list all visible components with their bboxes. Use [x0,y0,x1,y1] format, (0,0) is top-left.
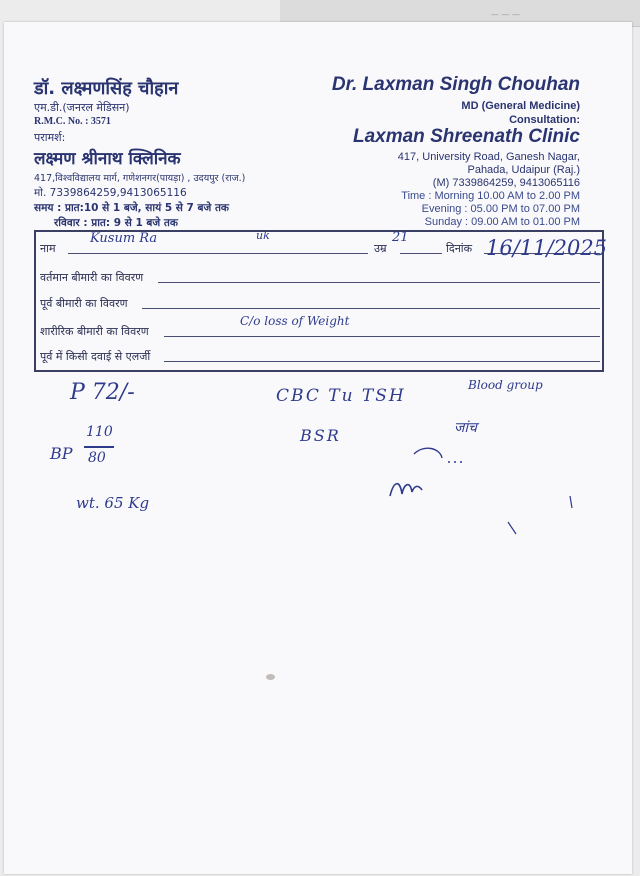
address-english-line2: Pahada, Udaipur (Raj.) [467,164,580,176]
current-illness-label: वर्तमान बीमारी का विवरण [40,271,144,284]
bp-systolic: 110 [86,424,113,440]
doctor-name-hindi: डॉ. लक्ष्मणसिंह चौहान [34,78,179,99]
handwritten-name-extra: uk [256,229,270,242]
tests-extra: Blood group [468,378,543,392]
physical-illness-label: शारीरिक बीमारी का विवरण [40,325,149,338]
name-label: नाम [40,242,56,255]
mobile-english: (M) 7339864259, 9413065116 [432,177,580,189]
address-english-line1: 417, University Road, Ganesh Nagar, [397,151,580,163]
paper-stain [266,674,275,680]
age-line [400,253,442,254]
timing-evening: Evening : 05.00 PM to 07.00 PM [421,203,580,215]
tests-line2: BSR [300,426,341,445]
physical-illness-line [164,336,600,337]
timing-morning: Time : Morning 10.00 AM to 2.00 PM [401,190,580,202]
rmc-number: R.M.C. No. : 3571 [34,116,111,127]
pulse-note: P 72/- [70,380,135,405]
mobile-hindi: मो. 7339864259,9413065116 [34,187,187,199]
name-line [68,253,368,254]
bp-fraction-bar [84,446,114,448]
address-hindi: 417,विश्वविद्यालय मार्ग, गणेशनगर(पायड़ा) , उदयपुर (राज.) [34,173,246,184]
doctor-name-english: Dr. Laxman Singh Chouhan [331,74,580,95]
past-illness-label: पूर्व बीमारी का विवरण [40,297,128,310]
age-label: उम्र [374,242,387,255]
timing-sunday: Sunday : 09.00 AM to 01.00 PM [424,216,580,228]
clinic-name-english: Laxman Shreenath Clinic [352,126,580,147]
handwritten-complaint: C/o loss of Weight [240,314,350,328]
allergy-line [164,361,600,362]
bp-label: BP [50,444,73,463]
consultation-label-english: Consultation: [509,114,580,126]
timing-hindi: समय : प्रात:10 से 1 बजे, सायं 5 से 7 बजे तक [34,202,229,214]
past-illness-line [142,308,600,309]
top-paper-edge: — — — [280,0,640,27]
doctor-signature [384,440,584,540]
handwritten-name: Kusum Ra [90,231,158,246]
allergy-label: पूर्व में किसी दवाई से एलर्जी [40,350,151,363]
current-illness-line [158,282,600,283]
handwritten-date: 16/11/2025 [486,236,608,260]
degree-hindi: एम.डी.(जनरल मेडिसन) [34,101,130,114]
tests-hindi: जांच [454,420,477,436]
degree-english: MD (General Medicine) [461,100,580,112]
clinic-name-hindi: लक्ष्मण श्रीनाथ क्लिनिक [34,149,181,169]
sunday-timing-hindi: रविवार : प्रात: 9 से 1 बजे तक [54,217,178,229]
consultation-label-hindi: परामर्श: [34,131,66,144]
handwritten-age: 21 [392,230,409,245]
tests-line1: CBC Tu TSH [276,386,406,406]
date-label: दिनांक [446,242,473,255]
bp-diastolic: 80 [88,450,106,466]
weight-note: wt. 65 Kg [76,494,150,512]
